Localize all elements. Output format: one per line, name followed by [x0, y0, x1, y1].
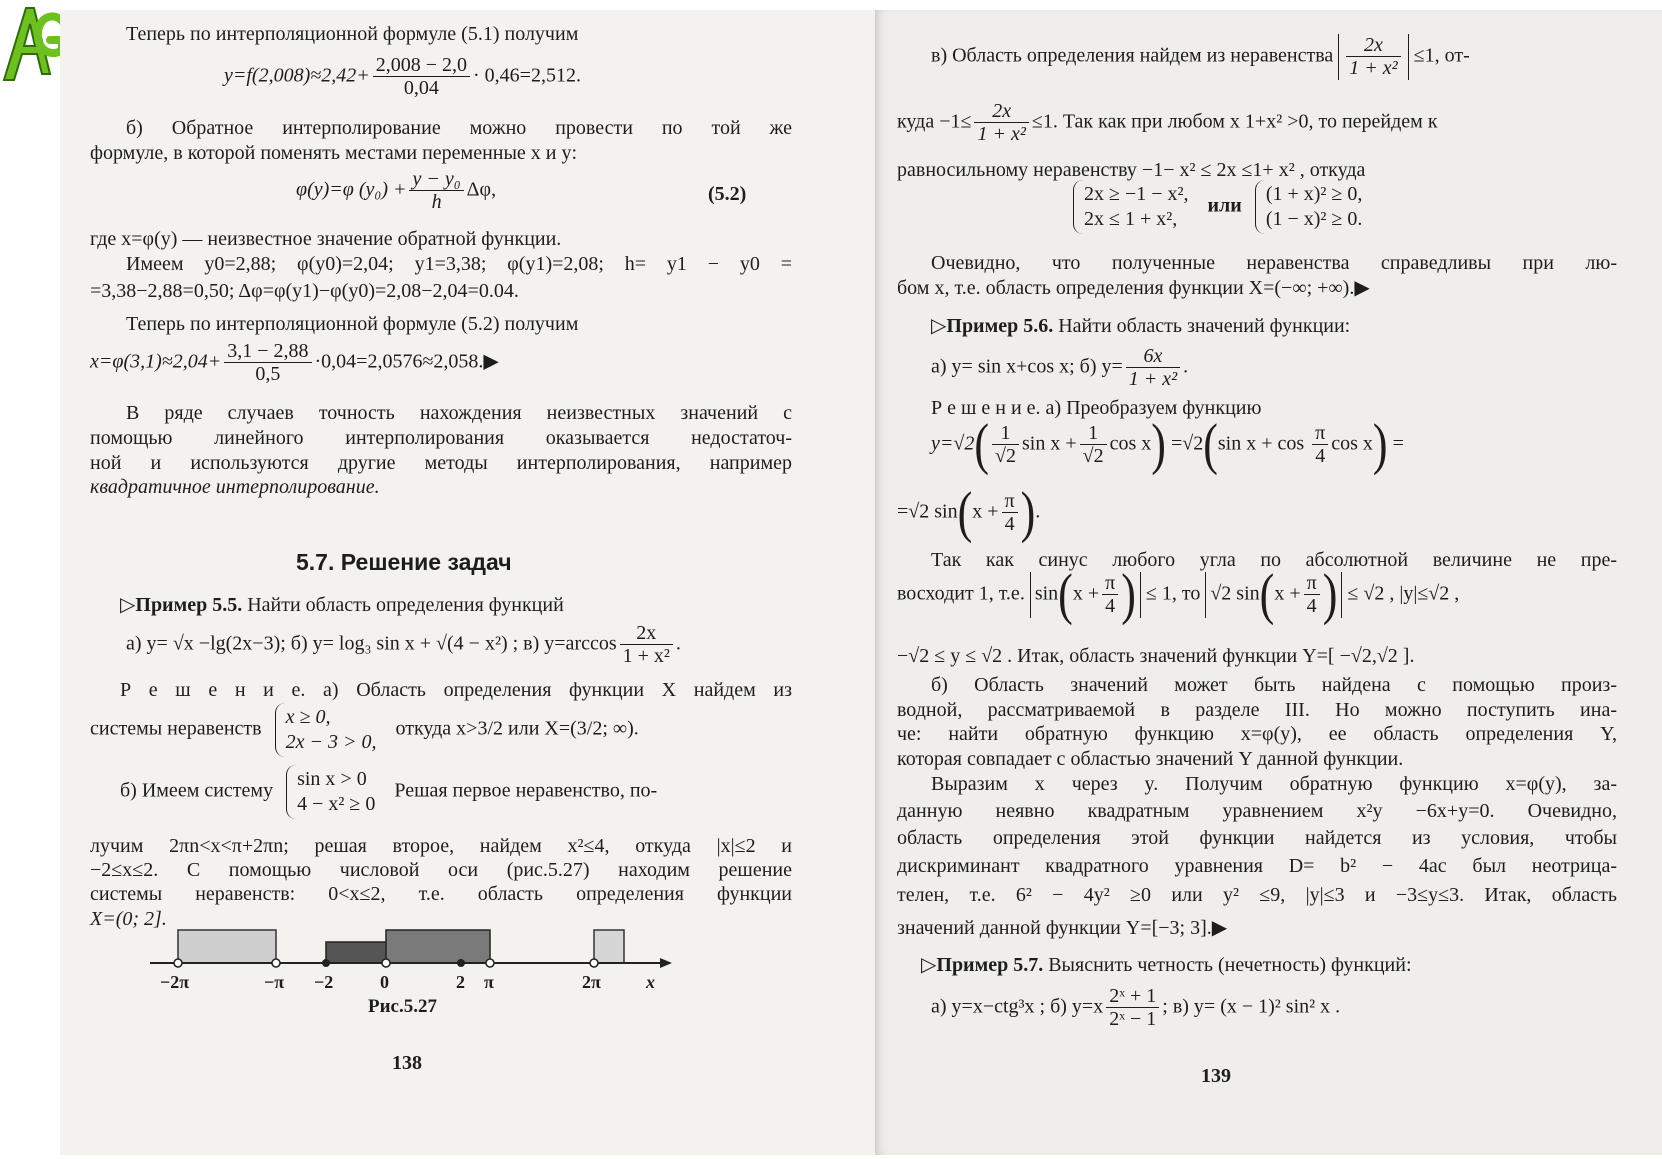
- number-line-figure: [150, 925, 710, 1000]
- open-point: [486, 959, 494, 967]
- text-line: Имеем y0=2,88; φ(y0)=2,04; y1=3,38; φ(y1)=2,08; h= y1 − y0 =: [126, 253, 792, 275]
- interval-shading: [178, 930, 276, 963]
- text-line: значений данной функции Y=[−3; 3].▶: [897, 917, 1228, 939]
- text-line: дискриминант квадратного уравнения D= b² − 4ac был неотрица-: [897, 855, 1617, 877]
- text-line: б) Область значений может быть найдена с помощью произ-: [931, 674, 1617, 696]
- example-5-6-functions: а) y= sin x+cos x; б) y= $\frac{6x}{\text{1 + x²}}$ .: [931, 345, 1189, 391]
- text-line: равносильному неравенству −1− x² ≤ 2x ≤1+ x² , откуда: [897, 159, 1366, 181]
- left-page: [60, 10, 875, 1155]
- text-line: лучим 2πn<x<π+2πn; решая второе, найдем x²≤4, откуда |x|≤2 и: [90, 835, 792, 857]
- interval-shading: [594, 930, 624, 963]
- tick-label: 2π: [582, 972, 601, 992]
- example-5-5-heading: ▷Пример 5.5. Найти область определения функций: [120, 594, 564, 616]
- closed-point: [322, 959, 330, 967]
- transform-line-2: =√2 sin(x + $\frac{\pi}{4}$ ).: [897, 480, 1041, 545]
- inequality-system-b: б) Имеем систему sin x > 0 4 − x² ≥ 0 Решая первое неравенство, по-: [120, 765, 657, 819]
- text-line: помощью линейного интерполирования оказывается недостаточ-: [90, 427, 792, 449]
- text-line: которая совпадает с областью значений Y данной функции.: [897, 748, 1404, 770]
- right-page: [875, 10, 1662, 1155]
- text-line: Так как синус любого угла по абсолютной величине не пре-: [931, 549, 1617, 571]
- text-line: водной, рассматриваемой в разделе III. Но можно поступить ина-: [897, 699, 1617, 721]
- text-line: В ряде случаев точность нахождения неизвестных значений с: [126, 402, 792, 424]
- formula-5-2: φ(y)=φ (y₀) + $\frac{\text{y − y₀}}{h}$ Δφ,: [296, 168, 497, 214]
- text-line: Теперь по интерполяционной формуле (5.2) получим: [126, 313, 579, 335]
- tick-label: −2π: [160, 972, 190, 992]
- text-line: Выразим x через y. Получим обратную функцию x=φ(y), за-: [931, 773, 1617, 795]
- text-line: системы неравенств: 0<x≤2, т.е. область определения функции: [90, 883, 792, 905]
- text-line: квадратичное интерполирование.: [90, 476, 380, 498]
- transform-line-1: y=√2( $\frac{1}{√2}$ sin x + $\frac{1}{√2}$ cos x) =√2(sin x + cos $\frac{\pi}{4}$ cos x) =: [931, 412, 1404, 477]
- text-line: область определения этой функции найдется из условия, чтобы: [897, 827, 1617, 849]
- text-line: ной и используются другие методы интерполирования, например: [90, 452, 792, 474]
- page-number: 139: [1201, 1065, 1231, 1087]
- text-line: −2≤x≤2. С помощью числовой оси (рис.5.27) находим решение: [90, 859, 792, 881]
- formula-5-1-result: y=f(2,008)≈2,42+ $\frac{2,008 - 2,0}{0,04}$ · 0,46=2,512.: [224, 54, 581, 100]
- tick-label: π: [484, 972, 494, 992]
- tick-label: −π: [264, 972, 285, 992]
- tick-label: 0: [380, 972, 389, 992]
- text-line: X=(0; 2].: [90, 908, 167, 930]
- tick-label: x: [646, 972, 655, 992]
- text-line: данную неявно квадратным уравнением x²y −6x+y=0. Очевидно,: [897, 800, 1617, 822]
- example-5-6-heading: ▷Пример 5.6. Найти область значений функции:: [931, 315, 1351, 337]
- text-line: =3,38−2,88=0,50; Δφ=φ(y1)−φ(y0)=2,08−2,04=0.04.: [90, 280, 519, 302]
- open-point: [590, 959, 598, 967]
- sine-bound-line: восходит 1, т.е. sin(x + $\frac{\pi}{4}$ ) ≤ 1, то √2 sin(x + $\frac{\pi}{4}$ ) ≤ √2 , |y|≤√2 ,: [897, 562, 1460, 627]
- formula-number: (5.2): [708, 183, 747, 205]
- text-line: Очевидно, что полученные неравенства справедливы при лю-: [931, 252, 1617, 274]
- text-line: Теперь по интерполяционной формуле (5.1) получим: [126, 23, 579, 45]
- text-line-domain: в) Область определения найдем из неравенства $\frac{2x}{\text{1 + x²}}$ ≤1, от-: [931, 34, 1470, 80]
- text-line: −√2 ≤ y ≤ √2 . Итак, область значений функции Y=[ −√2,√2 ].: [897, 645, 1415, 667]
- text-line: Р е ш е н и е. а) Преобразуем функцию: [931, 397, 1262, 419]
- text-line: б) Обратное интерполирование можно провести по той же: [126, 117, 792, 139]
- open-point: [174, 959, 182, 967]
- open-point: [382, 959, 390, 967]
- text-line: Р е ш е н и е. а) Область определения функции X найдем из: [120, 679, 792, 701]
- equivalent-systems: 2x ≥ −1 − x², 2x ≤ 1 + x², или (1 + x)² ≥ 0, (1 − x)² ≥ 0.: [1065, 180, 1376, 234]
- interval-shading: [386, 930, 490, 963]
- text-line: формуле, в которой поменять местами переменные x и y:: [90, 142, 578, 164]
- tick-label: 2: [456, 972, 465, 992]
- open-point: [272, 959, 280, 967]
- closed-point: [457, 959, 465, 967]
- text-line: где x=φ(y) — неизвестное значение обратной функции.: [90, 228, 562, 250]
- example-5-5-functions: а) y= √x −lg(2x−3); б) y= log₃ sin x + √(4 − x²) ; в) y=arccos $\frac{2x}{\text{1 + x²}}$ .: [126, 622, 681, 668]
- formula-inverse-result: x=φ(3,1)≈2,04+ $\frac{3,1 - 2,88}{0,5}$ ·0,04=2,0576≈2,058.▶: [90, 340, 499, 386]
- axis-arrow: [660, 958, 672, 968]
- example-5-7-heading: ▷Пример 5.7. Выяснить четность (нечетность) функций:: [921, 954, 1412, 976]
- example-5-7-functions: а) y=x−ctg³x ; б) y=x $\frac{\text{2ˣ + 1}}{\text{2ˣ − 1}}$ ; в) y= (x − 1)² sin² x .: [931, 985, 1341, 1031]
- text-line: бом x, т.е. область определения функции X=(−∞; +∞).▶: [897, 277, 1370, 299]
- inequality-system-a: системы неравенств x ≥ 0, 2x − 3 > 0, откуда x>3/2 или X=(3/2; ∞).: [90, 703, 639, 757]
- text-line: телен, т.е. 6² − 4y² ≥0 или y² ≤9, |y|≤3 и −3≤y≤3. Итак, область: [897, 884, 1617, 906]
- section-title: 5.7. Решение задач: [296, 549, 512, 575]
- text-line: че: найти обратную функцию x=φ(y), ее область определения Y,: [897, 723, 1617, 745]
- text-line-fraction: куда −1≤ $\frac{2x}{\text{1 + x²}}$ ≤1. Так как при любом x 1+x² >0, то перейдем к: [897, 100, 1438, 146]
- figure-caption: Рис.5.27: [368, 996, 437, 1017]
- page-number: 138: [392, 1052, 422, 1074]
- tick-label: −2: [314, 972, 334, 992]
